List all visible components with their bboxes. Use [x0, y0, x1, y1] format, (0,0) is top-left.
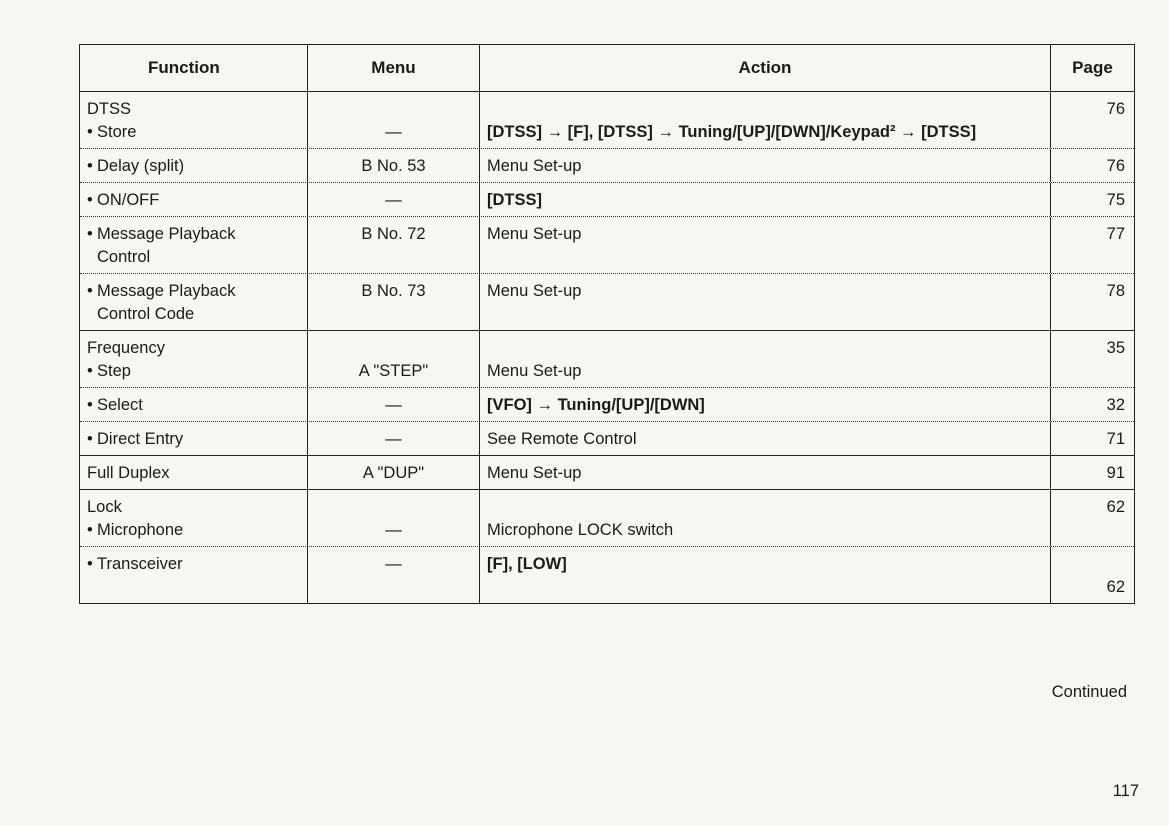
bullet-icon: • [87, 123, 93, 141]
group-dtss [80, 92, 1134, 331]
table-row [80, 388, 1134, 422]
row-menu: B No. 72 [308, 217, 480, 273]
row-menu: A "STEP" [358, 362, 429, 380]
table-row [80, 547, 1134, 603]
bullet-icon: • [87, 362, 93, 380]
row-menu: A "DUP" [308, 456, 480, 489]
row-action: Menu Set-up [480, 217, 1051, 273]
row-action: Menu Set-up [480, 456, 1051, 489]
row-page: 77 [1106, 225, 1125, 243]
row-action: [DTSS] [480, 183, 1051, 216]
bullet-icon: • [87, 225, 93, 243]
bullet-icon: • [87, 157, 93, 175]
row-menu: — [385, 123, 402, 141]
header-menu: Menu [308, 45, 480, 91]
row-page: 35 [1106, 339, 1125, 357]
table-row [80, 217, 1134, 274]
row-function: Message Playback Control [97, 225, 236, 266]
bullet-icon: • [87, 191, 93, 209]
row-action: [VFO] → Tuning/[UP]/[DWN] [480, 388, 1051, 421]
bullet-icon: • [87, 430, 93, 448]
row-function: Full Duplex [80, 456, 308, 489]
bullet-icon: • [87, 396, 93, 414]
function-table [79, 44, 1135, 604]
table-row [80, 456, 1134, 489]
group-full-duplex [80, 456, 1134, 490]
header-page: Page [1072, 58, 1113, 77]
row-action: [DTSS] → [F], [DTSS] → Tuning/[UP]/[DWN]/Keypad² → [DTSS] [487, 123, 977, 141]
row-function: Transceiver [97, 555, 183, 573]
table-row [80, 92, 1134, 149]
row-action: Menu Set-up [487, 362, 582, 380]
row-function: Step [97, 362, 131, 380]
row-page: 78 [1106, 282, 1125, 300]
row-page: 32 [1106, 396, 1125, 414]
group-lock [80, 490, 1134, 603]
table-row [80, 183, 1134, 217]
group-title: Lock [87, 498, 122, 516]
group-title: Frequency [87, 339, 165, 357]
row-page: 71 [1106, 430, 1125, 448]
row-function: • Store [87, 123, 136, 141]
table-row [80, 331, 1134, 388]
group-frequency [80, 331, 1134, 456]
table-row [80, 490, 1134, 547]
bullet-icon: • [87, 555, 93, 573]
row-action: Menu Set-up [480, 274, 1051, 330]
header-function: Function [80, 45, 308, 91]
continued-label: Continued [1051, 683, 1127, 701]
row-action: Menu Set-up [480, 149, 1051, 182]
row-action: See Remote Control [480, 422, 1051, 455]
row-menu: — [385, 521, 402, 539]
table-row [80, 149, 1134, 183]
table-row [80, 422, 1134, 455]
bullet-icon: • [87, 282, 93, 300]
row-menu: — [308, 183, 480, 216]
row-action: Microphone LOCK switch [487, 521, 674, 539]
header-action: Action [480, 45, 1051, 91]
row-function: Message Playback Control Code [97, 282, 236, 323]
row-page: 75 [1106, 191, 1125, 209]
row-function: ON/OFF [97, 191, 160, 209]
page-number: 117 [1112, 782, 1139, 800]
row-menu: B No. 53 [308, 149, 480, 182]
row-page: 62 [1106, 498, 1125, 516]
row-menu: — [308, 388, 480, 421]
table-header [80, 45, 1134, 92]
row-page: 76 [1106, 100, 1125, 118]
row-function: Delay (split) [97, 157, 185, 175]
row-menu: — [308, 547, 480, 603]
row-menu: — [308, 422, 480, 455]
bullet-icon: • [87, 521, 93, 539]
row-page: 91 [1106, 464, 1125, 482]
row-menu: B No. 73 [308, 274, 480, 330]
row-action: [F], [LOW] [480, 547, 1051, 603]
row-page: 62 [1106, 578, 1125, 596]
group-title: DTSS [87, 100, 132, 118]
row-function: Microphone [97, 521, 184, 539]
table-row [80, 274, 1134, 330]
row-function: Direct Entry [97, 430, 184, 448]
row-page: 76 [1106, 157, 1125, 175]
row-function: Select [97, 396, 143, 414]
